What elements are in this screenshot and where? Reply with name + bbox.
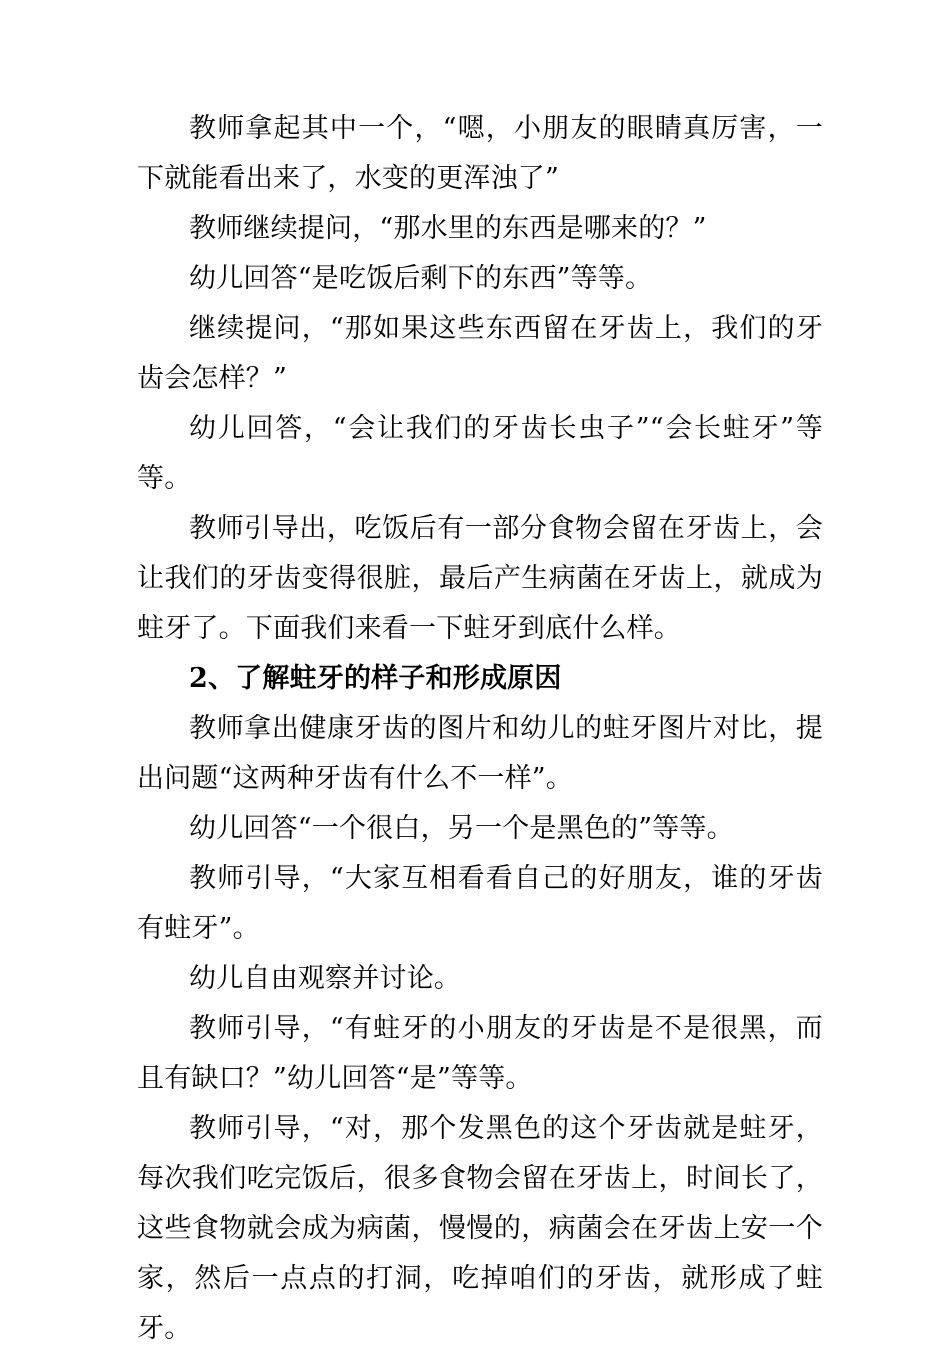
paragraph: 教师拿出健康牙齿的图片和幼儿的蛀牙图片对比，提出问题“这两种牙齿有什么不一样”。 bbox=[137, 713, 823, 794]
paragraph: 教师引导，“大家互相看看自己的好朋友，谁的牙齿有蛀牙”。 bbox=[137, 863, 823, 944]
paragraph: 幼儿回答，“会让我们的牙齿长虫子”“会长蛀牙”等等。 bbox=[137, 413, 823, 494]
paragraph: 教师引导，“有蛀牙的小朋友的牙齿是不是很黑，而且有缺口？”幼儿回答“是”等等。 bbox=[137, 1013, 823, 1094]
paragraph: 教师继续提问，“那水里的东西是哪来的？” bbox=[189, 213, 707, 244]
document-body bbox=[137, 104, 823, 1354]
section-heading: 2、了解蛀牙的样子和形成原因 bbox=[189, 663, 562, 694]
paragraph: 教师引导出，吃饭后有一部分食物会留在牙齿上，会让我们的牙齿变得很脏，最后产生病菌在牙齿上，就成为蛀牙了。下面我们来看一下蛀牙到底什么样。 bbox=[137, 513, 823, 644]
paragraph: 教师拿起其中一个，“嗯，小朋友的眼睛真厉害，一下就能看出来了，水变的更浑浊了” bbox=[137, 113, 823, 194]
paragraph: 教师引导，“对，那个发黑色的这个牙齿就是蛀牙，每次我们吃完饭后，很多食物会留在牙齿上，时间长了，这些食物就会成为病菌，慢慢的，病菌会在牙齿上安一个家，然后一点点的打洞，吃掉咱们的牙齿，就形成了蛀牙。 bbox=[137, 1113, 823, 1344]
paragraph: 继续提问，“那如果这些东西留在牙齿上，我们的牙齿会怎样？” bbox=[137, 313, 823, 394]
paragraph: 幼儿回答“一个很白，另一个是黑色的”等等。 bbox=[189, 813, 734, 844]
paragraph: 幼儿自由观察并讨论。 bbox=[189, 963, 461, 994]
paragraph: 幼儿回答“是吃饭后剩下的东西”等等。 bbox=[189, 263, 653, 294]
